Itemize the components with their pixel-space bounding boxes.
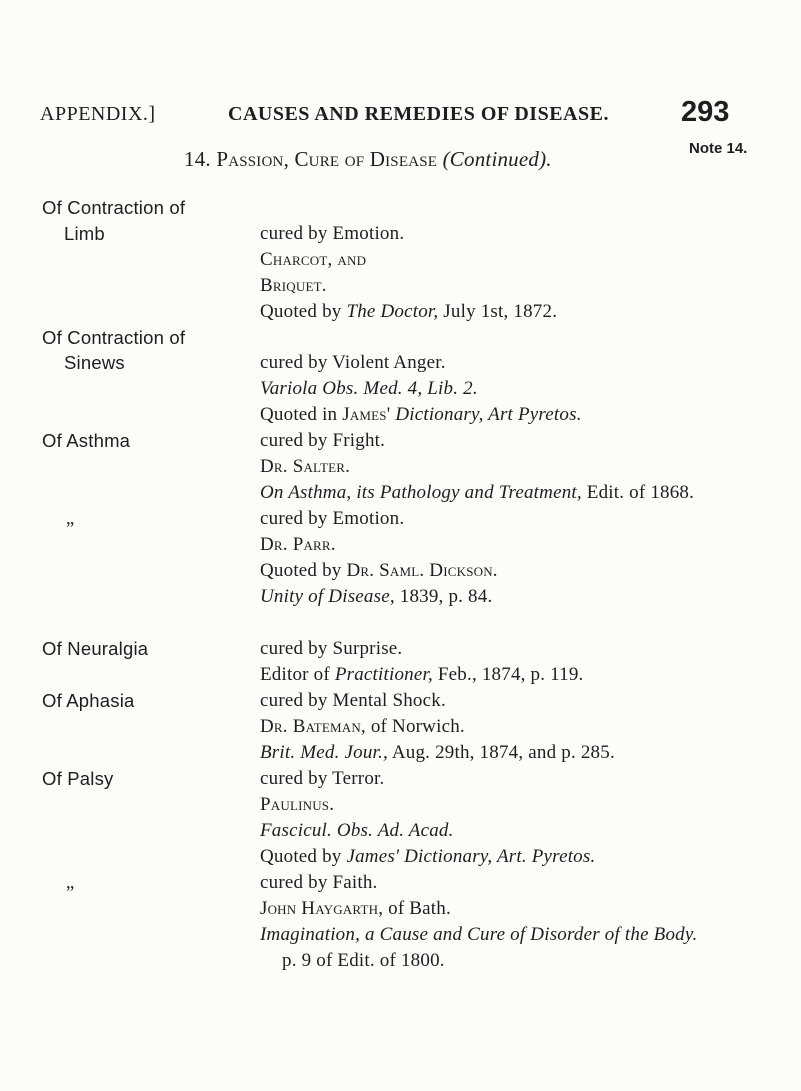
entry-source: Brit. Med. Jour., Aug. 29th, 1874, and p. 285. — [260, 742, 615, 763]
section-subtitle — [184, 147, 552, 172]
entry-remedy: cured by Surprise. — [260, 638, 403, 659]
entry-label: Of Contraction of — [42, 327, 186, 348]
entry-authority: Briquet. — [260, 275, 327, 296]
entry-authority: Charcot, and — [260, 249, 367, 270]
running-head-title: CAUSES AND REMEDIES OF DISEASE. — [228, 103, 609, 125]
entry-remedy: cured by Fright. — [260, 430, 386, 451]
entry-source: p. 9 of Edit. of 1800. — [282, 950, 445, 971]
entry-remedy: cured by Mental Shock. — [260, 690, 446, 711]
entry-authority: Dr. Salter. — [260, 456, 351, 477]
entry-source: Imagination, a Cause and Cure of Disorder of the Body. — [260, 924, 698, 945]
entry-source: Editor of Practitioner, Feb., 1874, p. 119. — [260, 664, 584, 685]
entry-source: Quoted by The Doctor, July 1st, 1872. — [260, 301, 558, 322]
entry-remedy: cured by Faith. — [260, 872, 378, 893]
running-head-left: APPENDIX.] — [40, 103, 156, 125]
ditto-mark: „ — [66, 509, 75, 529]
entry-label: Of Neuralgia — [42, 638, 149, 659]
entry-source: Variola Obs. Med. 4, Lib. 2. — [260, 378, 478, 399]
entry-remedy: cured by Emotion. — [260, 223, 405, 244]
section-continued: (Continued). — [442, 147, 552, 171]
entry-source: On Asthma, its Pathology and Treatment, Edit. of 1868. — [260, 482, 695, 503]
entry-label: Of Contraction of — [42, 197, 186, 218]
entry-label: Of Palsy — [42, 768, 114, 789]
margin-note: Note 14. — [689, 140, 748, 157]
entry-remedy: cured by Terror. — [260, 768, 385, 789]
entry-source: Unity of Disease, 1839, p. 84. — [260, 586, 493, 607]
entry-authority: Dr. Parr. — [260, 534, 336, 555]
entry-remedy: cured by Emotion. — [260, 508, 405, 529]
entry-source: Quoted in James' Dictionary, Art Pyretos. — [260, 404, 582, 425]
entry-label: Sinews — [64, 352, 125, 373]
ditto-mark: „ — [66, 873, 75, 893]
entry-authority: Dr. Bateman, of Norwich. — [260, 716, 465, 737]
entry-authority: Paulinus. — [260, 794, 335, 815]
entry-source: Fascicul. Obs. Ad. Acad. — [260, 820, 454, 841]
section-number: 14. — [184, 147, 211, 171]
entry-source: Quoted by Dr. Saml. Dickson. — [260, 560, 498, 581]
entry-label: Of Aphasia — [42, 690, 135, 711]
page-number: 293 — [681, 96, 730, 128]
entry-source: Quoted by James' Dictionary, Art. Pyretos. — [260, 846, 596, 867]
entry-remedy: cured by Violent Anger. — [260, 352, 446, 373]
section-title: Passion, Cure of Disease — [216, 147, 438, 171]
entry-authority: John Haygarth, of Bath. — [260, 898, 451, 919]
entry-label: Of Asthma — [42, 430, 131, 451]
entry-label: Limb — [64, 223, 105, 244]
